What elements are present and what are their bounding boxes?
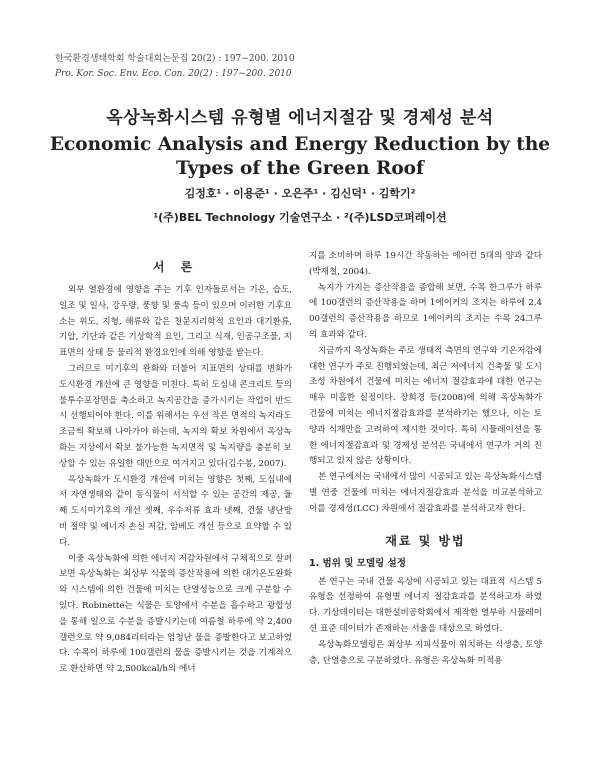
journal-info	[55, 52, 295, 82]
body-paragraph: 지를 소비하며 하루 19시간 작동하는 에어컨 5대의 양과 같다(박재철, 2004).	[309, 251, 542, 277]
journal-citation-english: Pro. Kor. Soc. Env. Eco. Con. 20(2) : 197~200. 2010	[55, 69, 292, 79]
subsection-heading: 1. 범위 및 모델링 설정	[309, 557, 406, 569]
introduction-heading: 서 론	[152, 260, 199, 274]
methods-heading: 재료 및 방법	[385, 533, 466, 548]
left-column	[59, 258, 292, 678]
body-paragraph: 옥상녹화모델링은 최상부 지피식물이 위치하는 식생층, 토양층, 단열층으로 구분하였다. 유형은 옥상녹화 미적용	[309, 639, 542, 666]
right-column	[309, 249, 542, 669]
title-english-line-1: Economic Analysis and Energy Reduction by the	[49, 134, 551, 155]
body-paragraph: 본 연구는 국내 건물 옥상에 시공되고 있는 대표적 시스템 5유형을 선정하여 유형별 에너지 절감효과를 분석하고자 하였다. 기상데이터는 대한설비공학회에서 제작한 열부하 시뮬레이션 표준 데이터가 존재하는 서울을 대상으로 하였다.	[309, 576, 542, 634]
body-paragraph: 그러므로 미기후의 완화와 더불어 지표면의 상태를 변화가 도시환경 개선에 큰 영향을 미친다. 특히 도심내 콘크리트 등의 불투수포장면을 축소하고 녹지공간을 증가시키는 작업이 반드시 선행되어야 한다. 이를 위해서는 우선 작은 면적의 녹지라도 조금씩 확보해 나아가야 하는데, 녹지의 확보 차원에서 옥상녹화는 지상에서 확보 불가능한 녹지면적 및 녹지량을 충분히 보상할 수 있는 유일한 대안으로 여겨지고 있다(김수봉, 2007).	[59, 363, 292, 469]
body-paragraph: 외부 열환경에 영향을 주는 기후 인자들로서는 기온, 습도, 일조 및 일사, 강우량, 풍향 및 풍속 등이 있으며 이러한 기후요소는 위도, 지형, 해류와 같은 천문지리학적 요인과 대기환류, 기압, 기단과 같은 기상학적 요인, 그리고 식재, 인공구조물, 지표면의 상태 등 물리적 환경요인에 의해 영향을 받는다.	[59, 285, 292, 359]
journal-citation-korean: 한국환경생태학회 학술대회논문집 20(2) : 197~200. 2010	[55, 54, 295, 64]
title-korean: 옥상녹화시스템 유형별 에너지절감 및 경제성 분석	[106, 108, 494, 128]
title-english-line-2: Types of the Green Roof	[176, 158, 424, 179]
body-paragraph: 이중 옥상녹화에 의한 에너지 저감차원에서 구체적으로 살펴보면 옥상녹화는 최상부 식물의 증산작용에 의한 대기온도완화와 시스템에 의한 건물에 미치는 단열성능으로 크게 구분할 수 있다. Robinette는 식물은 토양에서 수분을 흡수하고 광합성을 통해 일으로 수분을 증발시키는데 여름철 하루에 약 2,400갤런으로 약 9,084리터라는 엄청난 물을 증발한다고 보고하였다. 수목이 하루에 100갤런의 물을 증발시키는 것을 기계적으로 환산하면 약 2,500kcal/h의 에너	[59, 553, 292, 675]
body-paragraph: 지금까지 옥상녹화는 주로 생태적 측면의 연구와 기온저감에 대한 연구가 주로 진행되었는데, 최근 저에너지 건축물 및 도시조성 차원에서 건물에 미치는 에너지 절감효과에 대한 연구는 매우 미흡한 실정이다. 장희경 등(2008)에 의해 옥상녹화가 건물에 미치는 에너지절감효과를 분석하기는 했으나, 이는 토양과 식재만을 고려하여 제시한 것이다. 특히 시뮬레이션을 통한 에너지절감효과 및 경제성 분석은 국내에서 연구가 거의 진행되고 있지 않은 상황이다.	[309, 345, 542, 467]
title-english	[0, 133, 600, 181]
affiliation: ¹(주)BEL Technology 기술연구소 · ²(주)LSD코퍼레이션	[153, 211, 447, 224]
author-list: 김정호¹ · 이용준¹ · 오은주¹ · 김신덕¹ · 김학기²	[184, 187, 416, 200]
body-paragraph: 본 연구에서는 국내에서 많이 시공되고 있는 옥상녹화시스템별 연중 건물에 미치는 에너지절감효과 분석을 비교분석하고 이를 경제성(LCC) 차원에서 절감효과를 분석하고자 한다.	[309, 472, 542, 514]
body-paragraph: 녹지가 가지는 증산작용을 종합해 보면, 수목 한그루가 하루에 100갤런의 증산작용을 하며 1에이커의 조지는 하루에 2,400갤런의 증산작용을 하므로 1에이커의 조지는 수목 24그루의 효과와 같다.	[309, 282, 542, 340]
body-paragraph: 옥상녹화가 도시환경 개선에 미치는 영향은 첫째, 도심내에서 자연생태와 같이 동식물이 서식할 수 있는 공간의 제공, 둘째 도시미기후의 개선 셋째, 우수저류 효과 넷째, 건물 냉난방비 절약 및 에너지 손실 저감, 암베도 개선 등으로 요약할 수 있다.	[59, 474, 292, 548]
